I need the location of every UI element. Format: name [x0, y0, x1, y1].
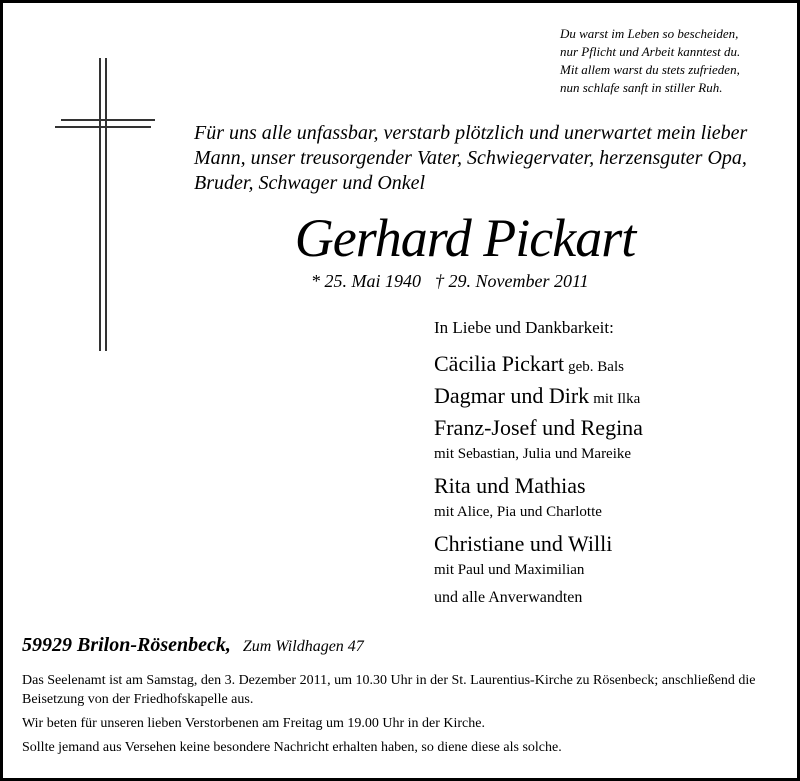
deceased-name: Gerhard Pickart: [294, 208, 636, 268]
poem-line: nun schlafe sanft in stiller Ruh.: [560, 80, 723, 95]
announcement-line: Bruder, Schwager und Onkel: [194, 172, 426, 194]
announcement-line: Mann, unser treusorgender Vater, Schwiegervater, herzensguter Opa,: [194, 147, 747, 169]
member-children: mit Sebastian, Julia und Mareike: [434, 446, 632, 462]
family-closing: und alle Anverwandten: [434, 589, 583, 606]
member-children: mit Alice, Pia und Charlotte: [434, 504, 602, 520]
family-member: [434, 529, 774, 581]
notice-paragraph: Wir beten für unseren lieben Verstorbenen am Freitag um 19.00 Uhr in der Kirche.: [22, 716, 485, 731]
member-children: mit Paul und Maximilian: [434, 562, 585, 578]
birth-date: * 25. Mai 1940: [311, 271, 421, 291]
address-street: Zum Wildhagen 47: [242, 638, 364, 655]
member-name: Rita und Mathias: [434, 473, 586, 498]
death-date: † 29. November 2011: [435, 271, 589, 291]
member-name: Cäcilia Pickart: [434, 351, 565, 376]
family-member: [434, 381, 774, 411]
memorial-poem: [560, 25, 785, 97]
family-intro: In Liebe und Dankbarkeit:: [434, 318, 614, 337]
family-member: [434, 413, 774, 465]
address-city: 59929 Brilon-Rösenbeck,: [22, 634, 231, 656]
family-list: [434, 315, 774, 609]
announcement-line: Für uns alle unfassbar, verstarb plötzlich und unerwartet mein lieber: [194, 122, 748, 144]
announcement-text: [194, 121, 754, 196]
poem-line: Du warst im Leben so bescheiden,: [560, 26, 739, 41]
family-member: [434, 471, 774, 523]
life-dates: [311, 271, 589, 292]
member-name: Franz-Josef und Regina: [434, 415, 643, 440]
member-name: Dagmar und Dirk: [434, 383, 590, 408]
family-member: [434, 349, 774, 379]
member-suffix: mit Ilka: [593, 391, 641, 407]
notice-paragraph: Das Seelenamt ist am Samstag, den 3. Dezember 2011, um 10.30 Uhr in der St. Laurentius-Kirche zu Rösenbeck; anschließend die Beisetzung von der Friedhofskapelle aus.: [22, 673, 756, 707]
poem-line: nur Pflicht und Arbeit kanntest du.: [560, 44, 741, 59]
member-name: Christiane und Willi: [434, 531, 613, 556]
address: [22, 634, 364, 657]
poem-line: Mit allem warst du stets zufrieden,: [560, 62, 740, 77]
service-notices: [22, 671, 792, 762]
member-suffix: geb. Bals: [568, 359, 624, 375]
notice-paragraph: Sollte jemand aus Versehen keine besondere Nachricht erhalten haben, so diene diese als solche.: [22, 740, 562, 755]
